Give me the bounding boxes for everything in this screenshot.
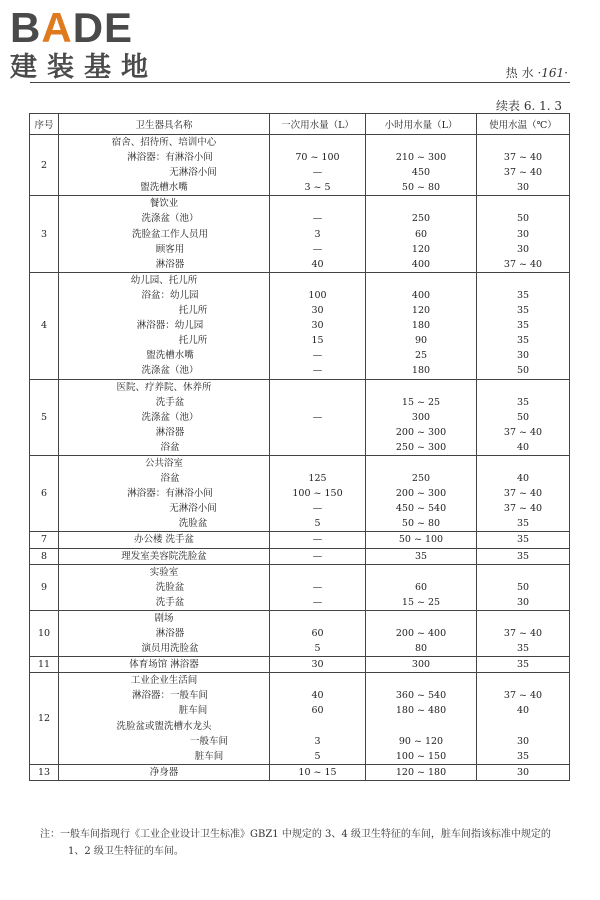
col-header-temp: 使用水温（℃）	[477, 114, 570, 135]
once-volume: 30	[311, 305, 324, 317]
fixture-name: 淋浴器：一般车间	[131, 690, 208, 702]
fixture-name-cell	[59, 548, 270, 564]
hourly-volume: 15 ~ 25	[401, 396, 441, 408]
hourly-volume-cell	[366, 196, 477, 272]
fixture-name: 浴盆：幼儿园	[141, 289, 199, 301]
water-temp: 37 ~ 40	[503, 503, 543, 515]
once-volume-cell	[270, 548, 366, 564]
fixture-name: 体育场馆 淋浴器	[129, 659, 199, 671]
water-temp	[477, 565, 569, 580]
fixture-name: 脏车间	[178, 705, 208, 717]
fixture-name: 洗涤盆（池）	[141, 365, 199, 377]
water-temp	[477, 196, 569, 211]
row-number: 6	[30, 455, 59, 531]
fixture-name: 浴盆	[160, 441, 180, 453]
water-temp: 30	[516, 350, 530, 362]
once-volume-cell	[270, 657, 366, 673]
hourly-volume: 200 ~ 400	[395, 628, 447, 639]
hourly-volume: 400	[411, 289, 431, 301]
hourly-volume: 120 ~ 180	[395, 766, 447, 778]
row-number: 4	[30, 272, 59, 379]
hourly-volume: 450	[411, 167, 431, 179]
water-temp: 50	[516, 581, 530, 593]
fixture-name-cell	[59, 532, 270, 548]
fixture-name: 餐饮业	[149, 198, 179, 210]
once-volume: 10 ~ 15	[298, 766, 337, 778]
fixture-name: 托儿所	[178, 335, 208, 347]
hourly-volume: 90 ~ 120	[398, 735, 444, 747]
fixture-name: 洗脸盆或盥洗槽水龙头	[116, 720, 212, 732]
water-temp: 40	[516, 473, 530, 485]
table-row	[30, 548, 570, 564]
water-temp: 35	[516, 335, 530, 347]
row-number: 11	[30, 657, 59, 673]
row-number: 12	[30, 673, 59, 765]
water-temp: 35	[516, 750, 530, 762]
hourly-volume	[366, 565, 476, 580]
hourly-volume: 15 ~ 25	[401, 596, 441, 608]
water-temp: 35	[516, 320, 530, 332]
once-volume: —	[312, 365, 323, 377]
once-volume: —	[312, 581, 323, 593]
fixture-name: 无淋浴小间	[169, 503, 217, 515]
once-volume	[270, 673, 365, 688]
hourly-volume-cell	[366, 135, 477, 196]
water-temp	[477, 135, 569, 150]
hourly-volume	[366, 380, 476, 395]
once-volume	[270, 135, 365, 150]
water-temp: 35	[516, 659, 530, 671]
fixture-name: 实验室	[149, 566, 179, 578]
fixture-name: 一般车间	[189, 735, 228, 747]
water-temp: 30	[516, 228, 530, 240]
water-temp: 30	[516, 182, 530, 194]
once-volume-cell	[270, 532, 366, 548]
hourly-volume	[366, 135, 476, 150]
brand-wordmark: BADE	[10, 4, 134, 51]
footnote-line: 1、2 级卫生特征的车间。	[68, 846, 184, 857]
once-volume: 60	[311, 705, 324, 717]
water-temp: 35	[516, 289, 530, 301]
header-row	[30, 114, 570, 135]
fixture-name-cell	[59, 196, 270, 272]
once-volume: 5	[314, 643, 321, 655]
water-temp	[477, 273, 569, 288]
brand-logo	[10, 6, 190, 84]
once-volume-cell	[270, 673, 366, 765]
table-row	[30, 135, 570, 196]
table-row	[30, 610, 570, 656]
hourly-volume	[366, 673, 476, 688]
hourly-volume-cell	[366, 564, 477, 610]
water-temp-cell	[477, 532, 570, 548]
hourly-volume: 250 ~ 300	[395, 441, 447, 453]
running-head	[506, 64, 568, 81]
row-number: 3	[30, 196, 59, 272]
hourly-volume-cell	[366, 610, 477, 656]
hourly-volume	[366, 719, 476, 734]
once-volume	[270, 196, 365, 211]
hourly-volume: 300	[411, 659, 431, 671]
hourly-volume-cell	[366, 532, 477, 548]
fixture-name: 浴盆	[160, 473, 180, 485]
hourly-volume: 200 ~ 300	[395, 488, 447, 500]
water-temp: 35	[516, 305, 530, 317]
fixture-name: 淋浴器：有淋浴小间	[127, 488, 213, 500]
fixture-name: 幼儿园、托儿所	[130, 274, 198, 286]
once-volume: 30	[311, 659, 324, 671]
once-volume-cell	[270, 610, 366, 656]
water-temp	[477, 456, 569, 471]
fixture-name: 淋浴器：幼儿园	[136, 320, 204, 332]
water-temp: 30	[516, 735, 530, 747]
water-temp-cell	[477, 764, 570, 780]
water-temp: 37 ~ 40	[503, 628, 543, 639]
hourly-volume: 120	[411, 305, 431, 317]
fixture-name: 顾客用	[155, 243, 185, 255]
water-temp: 37 ~ 40	[503, 690, 543, 702]
water-temp-cell	[477, 455, 570, 531]
fixture-name: 无淋浴小间	[169, 167, 217, 179]
hourly-volume: 50 ~ 100	[398, 534, 444, 546]
once-volume-cell	[270, 564, 366, 610]
fixture-name-cell	[59, 135, 270, 196]
once-volume: 40	[311, 690, 324, 702]
hourly-volume: 80	[414, 643, 428, 655]
fixture-name-cell	[59, 673, 270, 765]
table-body	[30, 135, 570, 781]
once-volume-cell	[270, 196, 366, 272]
row-number: 10	[30, 610, 59, 656]
table-row	[30, 272, 570, 379]
once-volume: 3 ~ 5	[304, 182, 331, 194]
water-temp-cell	[477, 135, 570, 196]
water-temp: 30	[516, 766, 530, 778]
once-volume: 15	[311, 335, 324, 347]
fixture-name: 洗手盆	[155, 596, 185, 608]
once-volume: 60	[311, 628, 324, 639]
water-temp: 40	[516, 705, 530, 717]
hourly-volume: 35	[414, 550, 428, 562]
hourly-volume: 25	[414, 350, 428, 362]
once-volume: 100	[308, 289, 327, 301]
hourly-volume-cell	[366, 455, 477, 531]
once-volume: 100 ~ 150	[292, 488, 343, 500]
once-volume	[270, 565, 365, 580]
hourly-volume: 360 ~ 540	[395, 690, 447, 702]
table-row	[30, 379, 570, 455]
water-temp: 40	[516, 441, 530, 453]
water-temp	[477, 611, 569, 626]
once-volume: —	[312, 550, 323, 562]
fixture-name: 洗手盆	[155, 396, 185, 408]
once-volume: 3	[314, 735, 321, 747]
fixture-name-cell	[59, 379, 270, 455]
once-volume	[270, 273, 365, 288]
fixture-name: 洗脸盆	[178, 518, 208, 530]
water-temp	[477, 380, 569, 395]
water-temp-cell	[477, 673, 570, 765]
fixture-name: 医院、疗养院、休养所	[116, 381, 212, 393]
water-temp: 50	[516, 213, 530, 225]
fixture-name: 脏车间	[194, 750, 224, 762]
table-caption: 续表 6. 1. 3	[496, 99, 562, 113]
water-temp: 35	[516, 396, 530, 408]
once-volume-cell	[270, 135, 366, 196]
fixture-name: 盥洗槽水嘴	[146, 350, 194, 362]
row-number: 5	[30, 379, 59, 455]
hourly-volume: 60	[414, 228, 428, 240]
once-volume-cell	[270, 272, 366, 379]
table-row	[30, 532, 570, 548]
fixture-name: 盥洗槽水嘴	[140, 182, 188, 194]
hourly-volume-cell	[366, 272, 477, 379]
water-temp: 35	[516, 550, 530, 562]
col-header-hour: 小时用水量（L）	[366, 114, 477, 135]
water-temp-cell	[477, 657, 570, 673]
water-temp: 30	[516, 596, 530, 608]
hourly-volume: 300	[411, 411, 431, 423]
hourly-volume	[366, 456, 476, 471]
fixture-name: 洗脸盆工作人员用	[131, 228, 208, 240]
water-temp: 35	[516, 534, 530, 546]
fixture-name: 剧场	[154, 612, 174, 624]
once-volume: —	[312, 213, 323, 225]
once-volume: 40	[311, 258, 324, 270]
fixture-name: 净身器	[149, 766, 179, 778]
water-temp: 37 ~ 40	[503, 152, 543, 164]
fixture-name: 演员用洗脸盆	[141, 643, 199, 655]
row-number: 8	[30, 548, 59, 564]
water-temp: 50	[516, 411, 530, 423]
hourly-volume: 50 ~ 80	[401, 518, 441, 530]
hourly-volume	[366, 273, 476, 288]
row-number: 7	[30, 532, 59, 548]
hourly-volume: 210 ~ 300	[395, 152, 447, 164]
hourly-volume-cell	[366, 379, 477, 455]
once-volume: —	[312, 167, 323, 179]
water-usage-table	[29, 113, 570, 781]
hourly-volume: 450 ~ 540	[395, 503, 447, 515]
water-temp: 37 ~ 40	[503, 258, 543, 270]
header-rule	[30, 82, 570, 83]
once-volume: 125	[308, 473, 327, 485]
fixture-name-cell	[59, 564, 270, 610]
water-temp: 37 ~ 40	[503, 426, 543, 438]
water-temp-cell	[477, 548, 570, 564]
fixture-name: 淋浴器	[155, 628, 185, 639]
hourly-volume: 90	[414, 335, 428, 347]
hourly-volume-cell	[366, 548, 477, 564]
fixture-name: 洗脸盆	[155, 581, 185, 593]
fixture-name-cell	[59, 764, 270, 780]
water-temp-cell	[477, 610, 570, 656]
hourly-volume	[366, 196, 476, 211]
fixture-name: 办公楼 洗手盆	[133, 534, 195, 546]
once-volume: —	[312, 503, 323, 515]
once-volume: —	[312, 596, 323, 608]
fixture-name: 洗涤盆（池）	[141, 411, 199, 423]
water-temp-cell	[477, 379, 570, 455]
footnote	[40, 826, 568, 860]
once-volume: 70 ~ 100	[295, 152, 340, 164]
hourly-volume: 250	[411, 213, 431, 225]
once-volume-cell	[270, 379, 366, 455]
table-row	[30, 673, 570, 765]
hourly-volume: 180	[411, 320, 431, 332]
fixture-name-cell	[59, 657, 270, 673]
once-volume-cell	[270, 455, 366, 531]
page-number: ·161·	[537, 66, 568, 80]
water-temp-cell	[477, 196, 570, 272]
once-volume-cell	[270, 764, 366, 780]
hourly-volume-cell	[366, 673, 477, 765]
once-volume: —	[312, 534, 323, 546]
hourly-volume: 120	[411, 243, 431, 255]
brand-subtitle: 建装基地	[10, 52, 158, 83]
once-volume: 5	[314, 518, 321, 530]
water-temp	[477, 719, 569, 734]
hourly-volume: 400	[411, 258, 431, 270]
table-row	[30, 657, 570, 673]
water-temp: 30	[516, 243, 530, 255]
hourly-volume: 250	[411, 473, 431, 485]
water-temp: 35	[516, 643, 530, 655]
fixture-name-cell	[59, 272, 270, 379]
fixture-name: 淋浴器：有淋浴小间	[127, 152, 213, 164]
water-temp-cell	[477, 564, 570, 610]
water-temp: 37 ~ 40	[503, 488, 543, 500]
col-header-once: 一次用水量（L）	[270, 114, 366, 135]
hourly-volume: 200 ~ 300	[395, 426, 447, 438]
water-temp: 37 ~ 40	[503, 167, 543, 179]
once-volume: 3	[314, 228, 321, 240]
hourly-volume: 180	[411, 365, 431, 377]
once-volume: 5	[314, 750, 321, 762]
row-number: 13	[30, 764, 59, 780]
hourly-volume: 60	[414, 581, 428, 593]
footnote-line: 注：一般车间指现行《工业企业设计卫生标准》GBZ1 中规定的 3、4 级卫生特征的车间，脏车间指该标准中规定的	[40, 829, 551, 840]
table-row	[30, 455, 570, 531]
water-temp	[477, 673, 569, 688]
fixture-name: 工业企业生活间	[130, 675, 198, 687]
table-row	[30, 196, 570, 272]
row-number: 2	[30, 135, 59, 196]
fixture-name: 宿舍、招待所、培训中心	[111, 137, 217, 148]
fixture-name-cell	[59, 455, 270, 531]
fixture-name: 理发室美容院洗脸盆	[121, 550, 207, 562]
table-row	[30, 764, 570, 780]
hourly-volume	[366, 611, 476, 626]
col-header-fixture: 卫生器具名称	[59, 114, 270, 135]
fixture-name-cell	[59, 610, 270, 656]
hourly-volume: 50 ~ 80	[401, 182, 441, 194]
water-temp-cell	[477, 272, 570, 379]
fixture-name: 洗涤盆（池）	[141, 213, 199, 225]
once-volume	[270, 456, 365, 471]
fixture-name: 淋浴器	[155, 258, 185, 270]
hourly-volume-cell	[366, 764, 477, 780]
table-row	[30, 564, 570, 610]
section-title: 热 水	[505, 66, 534, 80]
col-header-seq: 序号	[30, 114, 59, 135]
row-number: 9	[30, 564, 59, 610]
hourly-volume: 180 ~ 480	[395, 705, 447, 717]
fixture-name: 托儿所	[178, 305, 208, 317]
water-temp: 35	[516, 518, 530, 530]
hourly-volume: 100 ~ 150	[395, 750, 447, 762]
fixture-name: 淋浴器	[155, 426, 185, 438]
hourly-volume-cell	[366, 657, 477, 673]
once-volume	[270, 719, 365, 734]
once-volume: —	[312, 350, 323, 362]
water-temp: 50	[516, 365, 530, 377]
once-volume: —	[312, 243, 323, 255]
once-volume: —	[312, 411, 323, 423]
fixture-name: 公共浴室	[144, 457, 183, 469]
once-volume: 30	[311, 320, 324, 332]
once-volume	[270, 611, 365, 626]
